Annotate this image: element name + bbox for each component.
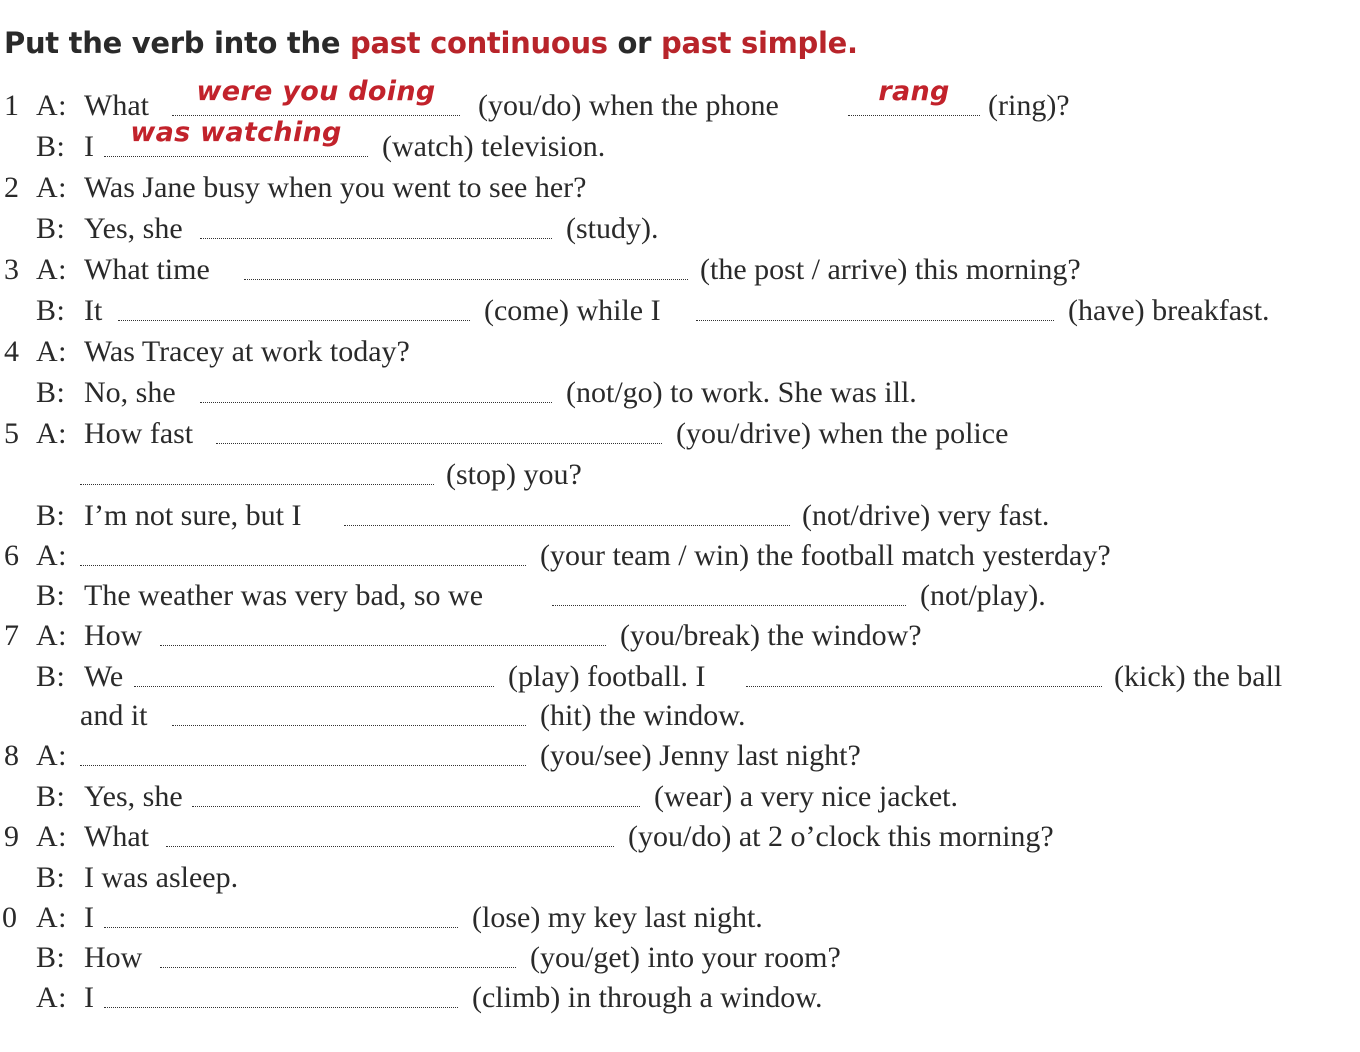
verb-hint: (lose) my key last night. [472, 901, 763, 934]
answer-blank[interactable] [118, 291, 470, 321]
verb-hint: (come) while I [484, 294, 661, 327]
speaker-label: B: [36, 941, 66, 974]
answer-blank[interactable] [344, 496, 790, 526]
speaker-label: B: [36, 294, 66, 327]
answer-blank[interactable] [80, 736, 526, 766]
speaker-label: B: [36, 780, 66, 813]
speaker-label: B: [36, 376, 66, 409]
speaker-label: A: [36, 417, 67, 450]
prompt-text: How [84, 619, 143, 652]
verb-hint: (hit) the window. [540, 699, 746, 732]
speaker-label: B: [36, 212, 66, 245]
verb-hint: (climb) in through a window. [472, 981, 823, 1014]
verb-hint: (you/drive) when the police [676, 417, 1009, 450]
verb-hint: (watch) television. [382, 130, 606, 163]
answer-blank[interactable] [552, 576, 906, 606]
verb-hint: (play) football. I [508, 660, 706, 693]
item-number: 8 [4, 739, 19, 772]
prompt-text: What time [84, 253, 210, 286]
answer-blank[interactable] [172, 696, 526, 726]
verb-hint: (you/do) when the phone [478, 89, 779, 122]
item-number: 1 [4, 89, 19, 122]
item-number: 3 [4, 253, 19, 286]
verb-hint: (not/go) to work. She was ill. [566, 376, 917, 409]
answer-blank[interactable] [160, 616, 606, 646]
prompt-text: What [84, 89, 149, 122]
prompt-text: I’m not sure, but I [84, 499, 302, 532]
answer-blank[interactable] [746, 657, 1102, 687]
verb-hint: (ring)? [988, 89, 1070, 122]
answer-blank[interactable] [104, 978, 458, 1008]
speaker-label: A: [36, 981, 67, 1014]
answer-blank[interactable] [848, 76, 980, 116]
speaker-label: B: [36, 861, 66, 894]
verb-hint: (you/see) Jenny last night? [540, 739, 861, 772]
speaker-label: A: [36, 171, 67, 204]
item-number: 9 [4, 820, 19, 853]
speaker-label: A: [36, 89, 67, 122]
prompt-text: I [84, 981, 94, 1014]
item-number: 5 [4, 417, 19, 450]
verb-hint: (kick) the ball [1114, 660, 1283, 693]
prompt-text: The weather was very bad, so we [84, 579, 484, 612]
speaker-label: A: [36, 253, 67, 286]
item-number: 7 [4, 619, 19, 652]
item-number: 0 [2, 901, 17, 934]
answer-blank[interactable] [216, 414, 662, 444]
prompt-text: and it [80, 699, 148, 732]
speaker-label: A: [36, 739, 67, 772]
prompt-text: Was Jane busy when you went to see her? [84, 171, 587, 204]
speaker-label: A: [36, 539, 67, 572]
item-number: 6 [4, 539, 19, 572]
verb-hint: (study). [566, 212, 659, 245]
item-number: 4 [4, 335, 19, 368]
prompt-text: It [84, 294, 103, 327]
prompt-text: What [84, 820, 149, 853]
answer-blank[interactable] [172, 76, 460, 116]
prompt-text: No, she [84, 376, 176, 409]
verb-hint: (wear) a very nice jacket. [654, 780, 958, 813]
verb-hint: (not/play). [920, 579, 1046, 612]
verb-hint: (you/break) the window? [620, 619, 922, 652]
answer-blank[interactable] [200, 209, 552, 239]
item-number: 2 [4, 171, 19, 204]
speaker-label: A: [36, 619, 67, 652]
speaker-label: A: [36, 335, 67, 368]
answer-blank[interactable] [80, 455, 434, 485]
answer-blank[interactable] [696, 291, 1054, 321]
prompt-text: I [84, 901, 94, 934]
speaker-label: A: [36, 820, 67, 853]
filled-answer: was watching [130, 117, 342, 148]
answer-blank[interactable] [80, 536, 526, 566]
answer-blank[interactable] [244, 250, 688, 280]
answer-blank[interactable] [192, 777, 640, 807]
verb-hint: (you/do) at 2 o’clock this morning? [628, 820, 1054, 853]
prompt-text: How fast [84, 417, 194, 450]
prompt-text: We [84, 660, 124, 693]
speaker-label: B: [36, 579, 66, 612]
speaker-label: B: [36, 660, 66, 693]
prompt-text: Yes, she [84, 780, 183, 813]
verb-hint: (your team / win) the football match yesterday? [540, 539, 1111, 572]
exercise-title: Put the verb into the past continuous or past simple. [4, 26, 858, 60]
verb-hint: (have) breakfast. [1068, 294, 1270, 327]
prompt-text: Was Tracey at work today? [84, 335, 410, 368]
verb-hint: (you/get) into your room? [530, 941, 841, 974]
answer-blank[interactable] [166, 817, 614, 847]
answer-blank[interactable] [200, 373, 552, 403]
prompt-text: I [84, 130, 94, 163]
answer-blank[interactable] [104, 117, 368, 157]
answer-blank[interactable] [134, 657, 494, 687]
speaker-label: B: [36, 130, 66, 163]
verb-hint: (stop) you? [446, 458, 582, 491]
answer-blank[interactable] [160, 938, 516, 968]
prompt-text: Yes, she [84, 212, 183, 245]
verb-hint: (the post / arrive) this morning? [700, 253, 1081, 286]
speaker-label: B: [36, 499, 66, 532]
filled-answer: were you doing [196, 76, 436, 107]
verb-hint: (not/drive) very fast. [802, 499, 1050, 532]
speaker-label: A: [36, 901, 67, 934]
prompt-text: How [84, 941, 143, 974]
prompt-text: I was asleep. [84, 861, 239, 894]
filled-answer: rang [878, 76, 950, 107]
answer-blank[interactable] [104, 898, 458, 928]
